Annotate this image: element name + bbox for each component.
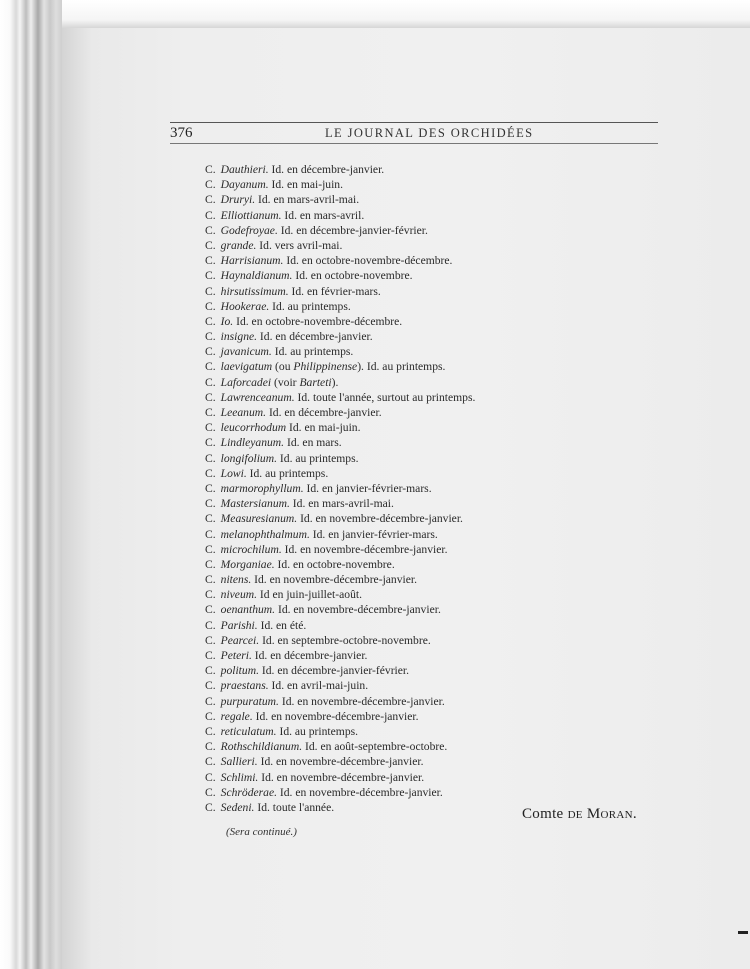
entry-species: Peteri. [220, 649, 252, 662]
entry-text: Id. en décembre-janvier. [268, 163, 385, 176]
entry-genus: C. [205, 466, 216, 480]
entry-text: Id. en mai-juin. [286, 421, 361, 435]
list-item [205, 177, 475, 192]
entry-text: Id. toute l'année. [254, 800, 335, 814]
list-item [205, 800, 475, 815]
entry-genus: C. [205, 709, 216, 723]
entry-species: insigne. [220, 330, 258, 344]
entry-text: Id. en mars-avril. [281, 208, 365, 222]
entry-species: Io. [220, 314, 234, 328]
entry-text: Id. en mars-avril-mai. [289, 497, 394, 511]
entry-species: Laforcadei [220, 375, 272, 389]
entry-genus: C. [205, 481, 216, 495]
entry-species: Lowi. [220, 466, 247, 480]
entry-text: Id. en avril-mai-juin. [268, 679, 369, 693]
list-item [205, 694, 475, 709]
page-number: 376 [170, 125, 193, 141]
entry-species: Godefroyae. [220, 223, 278, 237]
entry-genus: C. [205, 542, 216, 556]
entry-genus: C. [205, 284, 216, 298]
list-item [205, 390, 475, 405]
entry-genus: C. [205, 679, 216, 693]
entry-species: Elliottianum. [220, 208, 282, 222]
entry-genus: C. [205, 497, 216, 511]
list-item [205, 785, 475, 800]
entry-text: Id. en septembre-octobre-novembre. [259, 633, 431, 647]
entry-text-end: ). [331, 375, 339, 389]
entry-species: nitens. [220, 573, 252, 587]
entry-text: Id. en mai-juin. [268, 178, 343, 192]
entry-text: (ou [272, 360, 294, 374]
entry-text: Id. en novembre-décembre-janvier. [281, 542, 448, 556]
entry-genus: C. [205, 664, 216, 678]
entry-species: grande. [220, 238, 257, 252]
entry-genus: C. [205, 390, 216, 404]
list-item [205, 633, 475, 648]
list-item [205, 678, 475, 693]
entry-text: Id. au printemps. [271, 345, 354, 359]
entry-text: Id. en février-mars. [288, 284, 381, 298]
entry-species: Harrisianum. [220, 254, 284, 268]
entry-text: Id. au printemps. [277, 451, 359, 465]
entry-genus: C. [205, 330, 216, 344]
signature-particle: de [567, 806, 583, 822]
entry-species: hirsutissimum. [220, 284, 289, 298]
entry-text: Id en juin-juillet-août. [257, 588, 362, 602]
entry-text: Id. en mars. [284, 436, 342, 450]
signature-prefix: Comte [522, 806, 568, 822]
entry-text: Id. en août-septembre-octobre. [302, 740, 448, 754]
entry-text: Id. au printemps. [276, 724, 359, 738]
entry-genus: C. [205, 740, 216, 754]
list-item [205, 451, 475, 466]
entry-text: Id. en novembre-décembre-janvier. [251, 573, 418, 587]
page-header [170, 122, 658, 144]
list-item [205, 527, 475, 542]
entry-text: Id. en novembre-décembre-janvier. [257, 755, 424, 769]
list-item [205, 602, 475, 617]
entry-species: melanophthalmum. [220, 527, 310, 541]
list-item [205, 375, 475, 390]
entry-genus: C. [205, 603, 216, 617]
entry-genus: C. [205, 618, 216, 632]
entry-genus: C. [205, 345, 216, 359]
list-item [205, 587, 475, 602]
entry-species: Leeanum. [220, 406, 267, 419]
list-item [205, 405, 475, 420]
list-item [205, 481, 475, 496]
entry-text: Id. au printemps. [269, 299, 351, 313]
entry-genus: C. [205, 208, 216, 222]
entry-text: Id. en décembre-janvier. [251, 649, 368, 662]
author-signature [522, 806, 637, 823]
species-flowering-list [205, 162, 475, 815]
entry-genus: C. [205, 193, 216, 207]
entry-species-alt: Philippinense [293, 360, 358, 374]
entry-text: Id. en janvier-février-mars. [303, 481, 432, 495]
entry-genus: C. [205, 451, 216, 465]
entry-species: Schlimi. [220, 770, 259, 784]
list-item [205, 648, 475, 663]
entry-genus: C. [205, 406, 216, 419]
entry-species: Sedeni. [220, 800, 255, 814]
book-binding-shadow [0, 0, 62, 969]
list-item [205, 253, 475, 268]
entry-text: Id. en été. [257, 618, 307, 632]
entry-species: Dauthieri. [220, 163, 269, 176]
entry-genus: C. [205, 557, 216, 571]
list-item [205, 724, 475, 739]
entry-species: Druryi. [220, 193, 256, 207]
entry-species: Lindleyanum. [220, 436, 285, 450]
entry-text: Id. en octobre-novembre-décembre. [233, 314, 403, 328]
entry-genus: C. [205, 360, 216, 374]
entry-species: laevigatum [220, 360, 273, 374]
entry-species: longifolium. [220, 451, 278, 465]
entry-species: Rothschildianum. [220, 740, 303, 754]
entry-genus: C. [205, 314, 216, 328]
list-item [205, 557, 475, 572]
entry-genus: C. [205, 694, 216, 708]
list-item [205, 466, 475, 481]
entry-species: praestans. [220, 679, 269, 693]
entry-genus: C. [205, 724, 216, 738]
list-item [205, 572, 475, 587]
entry-species: oenanthum. [220, 603, 276, 617]
list-item [205, 435, 475, 450]
entry-genus: C. [205, 223, 216, 237]
entry-genus: C. [205, 375, 216, 389]
continued-note: (Sera continué.) [226, 826, 297, 838]
list-item [205, 618, 475, 633]
list-item [205, 223, 475, 238]
entry-species: Measuresianum. [220, 512, 298, 526]
entry-text: Id. en novembre-décembre-janvier. [252, 709, 419, 723]
entry-species: Haynaldianum. [220, 269, 293, 283]
entry-genus: C. [205, 421, 216, 435]
entry-text: Id. en octobre-novembre. [292, 269, 413, 283]
entry-text: Id. en décembre-janvier. [257, 330, 373, 344]
list-item [205, 299, 475, 314]
entry-genus: C. [205, 573, 216, 587]
entry-species: Sallieri. [220, 755, 258, 769]
entry-text: Id. vers avril-mai. [256, 238, 343, 252]
list-item [205, 238, 475, 253]
entry-text: (voir [271, 375, 300, 389]
entry-text: Id. en octobre-novembre. [274, 557, 395, 571]
entry-text: Id. en décembre-janvier-février. [258, 664, 410, 678]
entry-text: Id. en mars-avril-mai. [255, 193, 360, 207]
list-item [205, 511, 475, 526]
entry-genus: C. [205, 785, 216, 799]
entry-genus: C. [205, 436, 216, 450]
entry-species: Lawrenceanum. [220, 390, 295, 404]
list-item [205, 314, 475, 329]
running-title: LE JOURNAL DES ORCHIDÉES [325, 126, 534, 140]
entry-text: Id. en novembre-décembre-janvier. [275, 603, 441, 617]
entry-text: Id. en décembre-janvier. [266, 406, 382, 419]
entry-genus: C. [205, 755, 216, 769]
entry-species: politum. [220, 664, 259, 678]
list-item [205, 663, 475, 678]
entry-species: Schröderae. [220, 785, 277, 799]
list-item [205, 284, 475, 299]
entry-genus: C. [205, 512, 216, 526]
entry-text: Id. en octobre-novembre-décembre. [283, 254, 453, 268]
top-page-edge [62, 0, 750, 28]
list-item [205, 709, 475, 724]
entry-species: marmorophyllum. [220, 481, 304, 495]
signature-name: Moran. [582, 806, 637, 822]
list-item [205, 192, 475, 207]
entry-text: Id. toute l'année, surtout au printemps. [294, 390, 476, 404]
entry-genus: C. [205, 800, 216, 814]
list-item [205, 344, 475, 359]
entry-text: Id. au printemps. [246, 466, 329, 480]
list-item [205, 420, 475, 435]
list-item [205, 268, 475, 283]
list-item [205, 359, 475, 374]
list-item [205, 208, 475, 223]
entry-genus: C. [205, 269, 216, 283]
entry-species: Morganiae. [220, 557, 275, 571]
entry-genus: C. [205, 633, 216, 647]
list-item [205, 329, 475, 344]
entry-genus: C. [205, 238, 216, 252]
entry-species: Parishi. [220, 618, 258, 632]
entry-species: microchilum. [220, 542, 282, 556]
entry-species: niveum. [220, 588, 258, 602]
entry-species: leucorrhodum [220, 421, 287, 435]
entry-genus: C. [205, 178, 216, 192]
entry-text: Id. en novembre-décembre-janvier. [278, 694, 445, 708]
entry-species: Dayanum. [220, 178, 269, 192]
entry-text: Id. en janvier-février-mars. [309, 527, 438, 541]
entry-species: regale. [220, 709, 253, 723]
entry-text-end: ). Id. au printemps. [357, 360, 446, 374]
entry-text: Id. en novembre-décembre-janvier. [277, 785, 443, 799]
entry-text: Id. en décembre-janvier-février. [277, 223, 428, 237]
entry-genus: C. [205, 254, 216, 268]
entry-genus: C. [205, 770, 216, 784]
entry-text: Id. en novembre-décembre-janvier. [258, 770, 425, 784]
entry-genus: C. [205, 299, 216, 313]
entry-species: purpuratum. [220, 694, 279, 708]
entry-species: reticulatum. [220, 724, 277, 738]
entry-species: Pearcei. [220, 633, 260, 647]
list-item [205, 770, 475, 785]
entry-species: Mastersianum. [220, 497, 290, 511]
entry-species-alt: Barteti [299, 375, 332, 389]
entry-genus: C. [205, 649, 216, 662]
scan-edge-mark [738, 931, 748, 934]
entry-genus: C. [205, 163, 216, 176]
entry-species: javanicum. [220, 345, 272, 359]
list-item [205, 162, 475, 177]
list-item [205, 542, 475, 557]
entry-genus: C. [205, 588, 216, 602]
list-item [205, 739, 475, 754]
entry-text: Id. en novembre-décembre-janvier. [297, 512, 463, 526]
entry-species: Hookerae. [220, 299, 270, 313]
entry-genus: C. [205, 527, 216, 541]
list-item [205, 496, 475, 511]
list-item [205, 754, 475, 769]
